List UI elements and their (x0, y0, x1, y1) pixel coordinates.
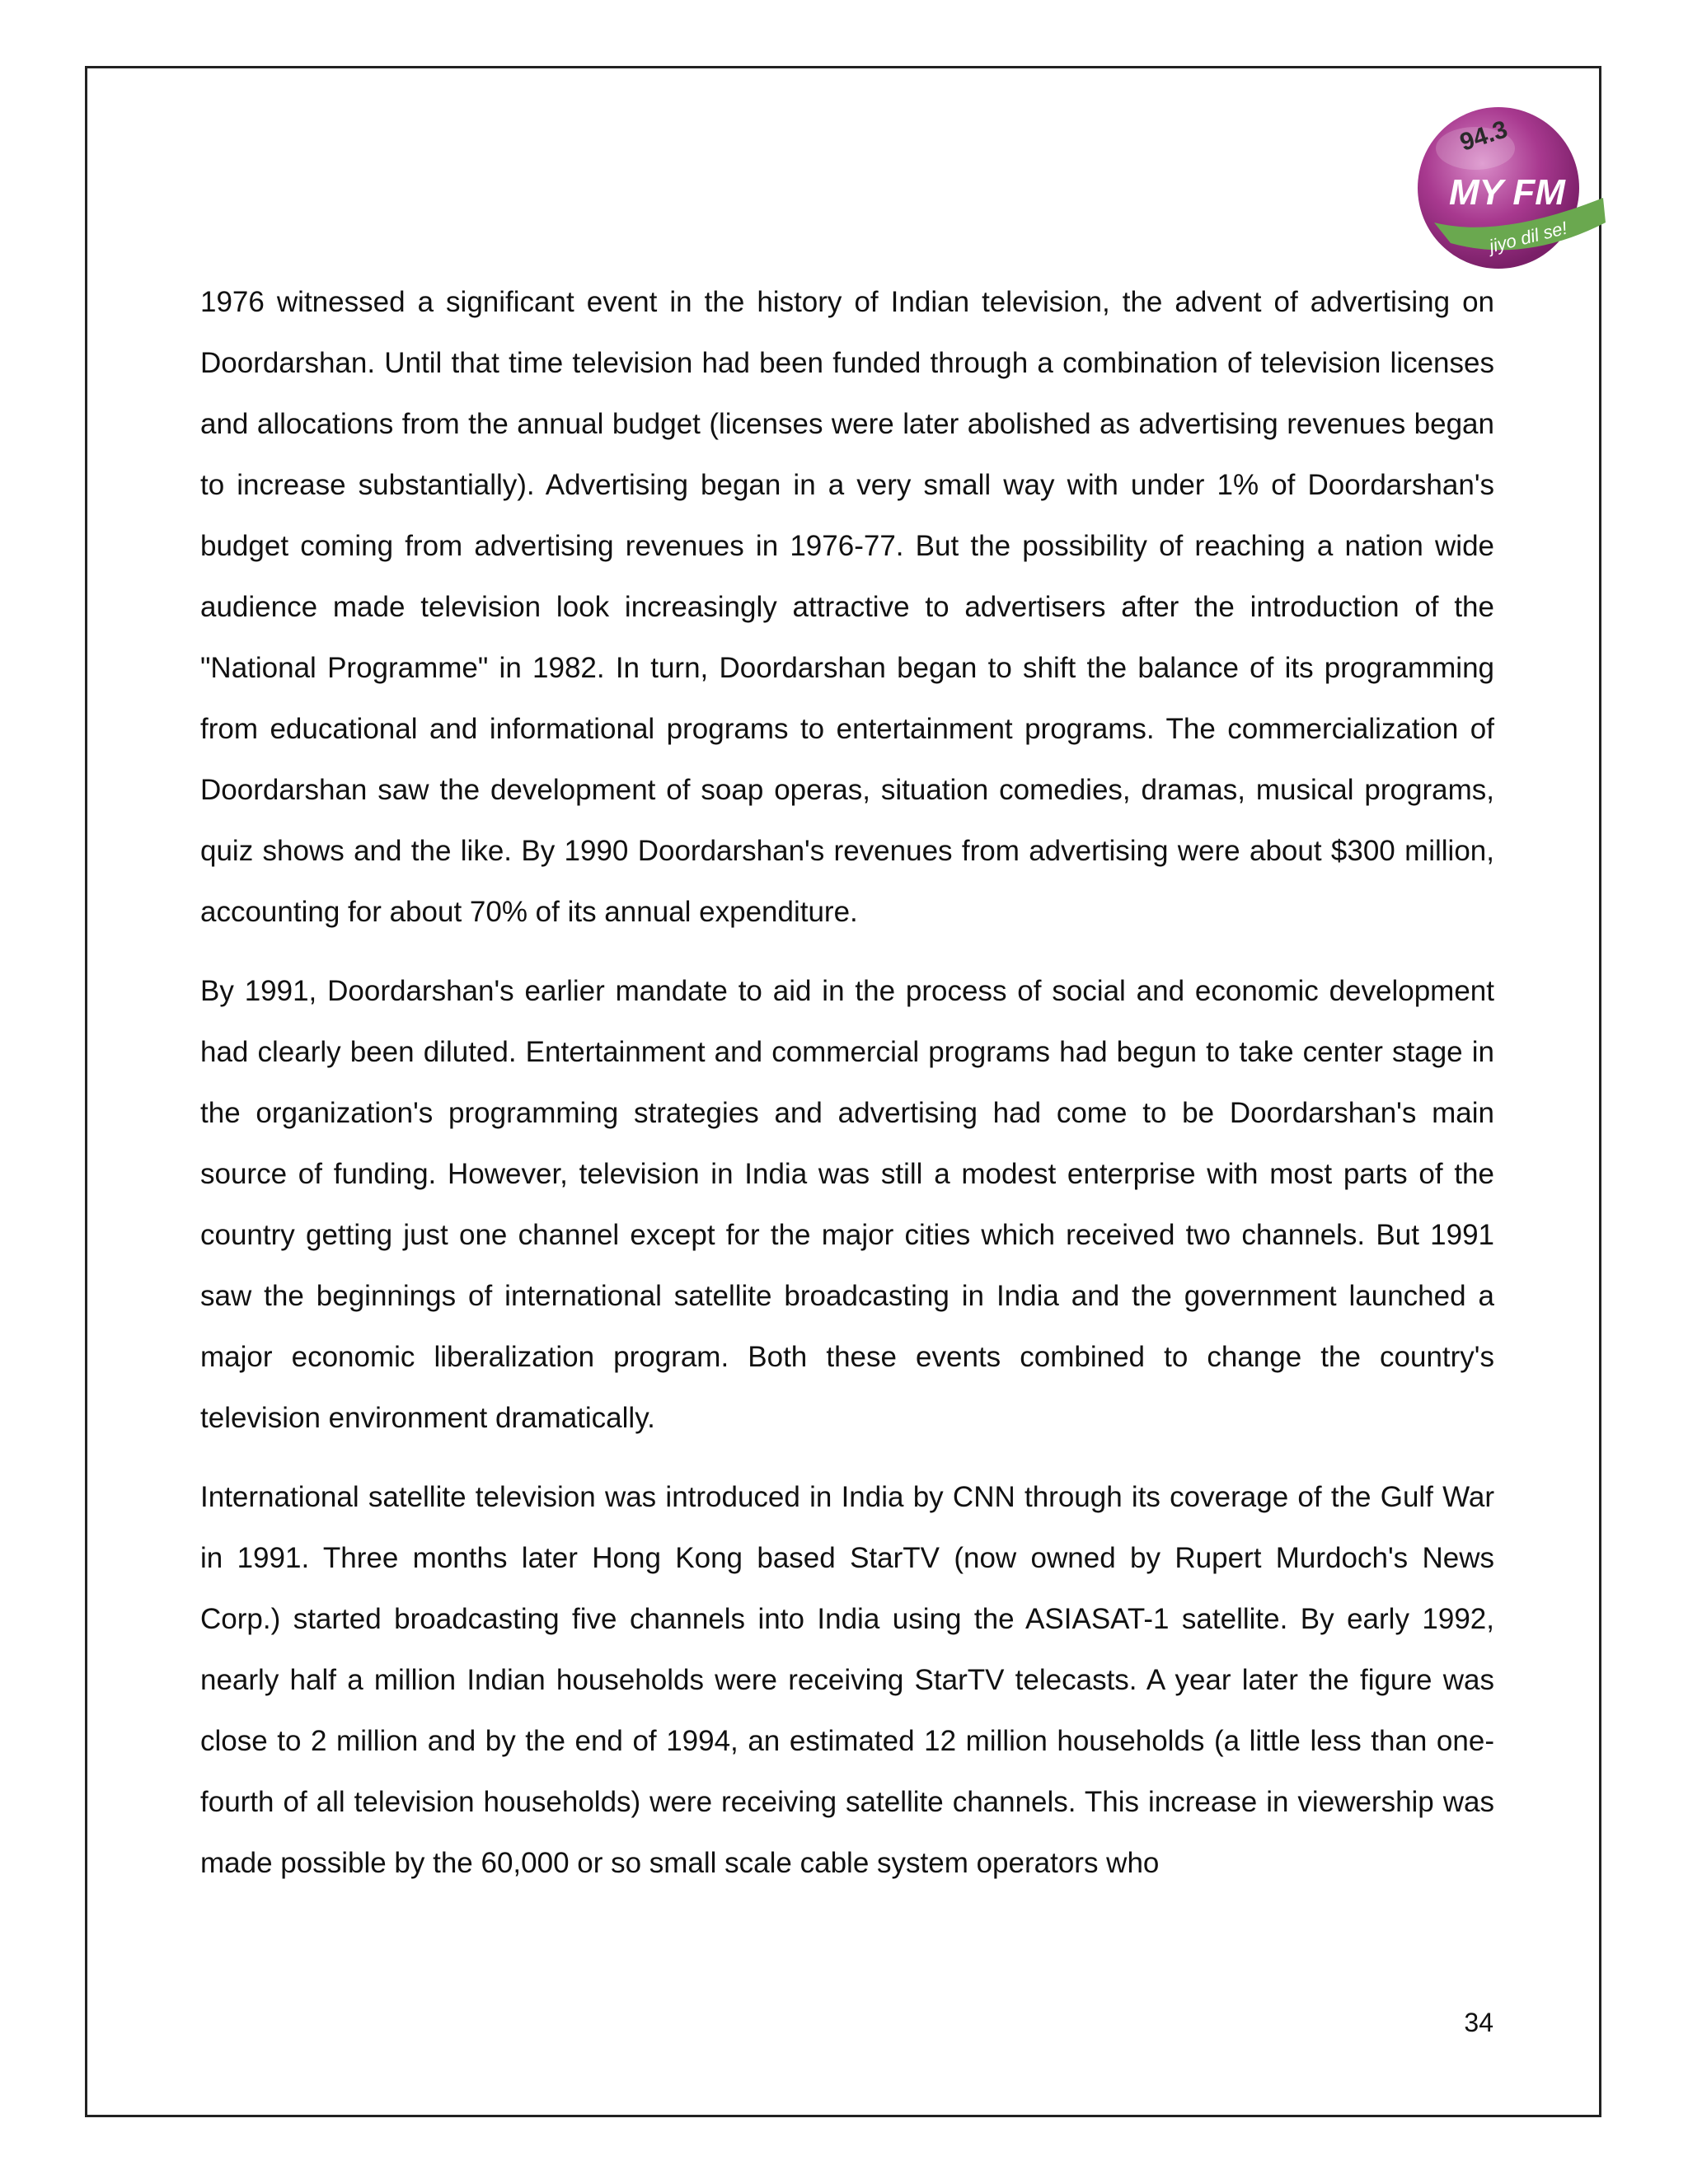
document-body (200, 272, 1494, 1912)
page-number: 34 (1464, 2008, 1493, 2037)
logo-brand: MY FM (1449, 172, 1565, 213)
logo-frequency: 94.3 (1456, 115, 1512, 157)
paragraph-1991-mandate: By 1991, Doordarshan's earlier mandate to aid in the process of social and economic development had clearly been diluted. Entertainment and commercial programs had begun to take center stage in the organization's programming strategies and advertising had come to be Doordarshan's main source of funding. However, television in India was still a modest enterprise with most parts of the country getting just one channel except for the major cities which received two channels. But 1991 saw the beginnings of international satellite broadcasting in India and the government launched a major economic liberalization program. Both these events combined to change the country's television environment dramatically. (200, 975, 1494, 1434)
logo-tagline: jiyo dil se! (1487, 217, 1569, 257)
radio-logo (1401, 99, 1607, 280)
paragraph-advertising-advent: 1976 witnessed a significant event in the history of Indian television, the advent of advertising on Doordarshan. Until that time television had been funded through a combination of television licenses and allocations from the annual budget (licenses were later abolished as advertising revenues began to increase substantially). Advertising began in a very small way with under 1% of Doordarshan's budget coming from advertising revenues in 1976-77. But the possibility of reaching a nation wide audience made television look increasingly attractive to advertisers after the introduction of the "National Programme" in 1982. In turn, Doordarshan began to shift the balance of its programming from educational and informational programs to entertainment programs. The commercialization of Doordarshan saw the development of soap operas, situation comedies, dramas, musical programs, quiz shows and the like. By 1990 Doordarshan's revenues from advertising were about $300 million, accounting for about 70% of its annual expenditure. (200, 286, 1494, 928)
paragraph-satellite-television: International satellite television was introduced in India by CNN through its coverage of the Gulf War in 1991. Three months later Hong Kong based StarTV (now owned by Rupert Murdoch's News Corp.) started broadcasting five channels into India using the ASIASAT-1 satellite. By early 1992, nearly half a million Indian households were receiving StarTV telecasts. A year later the figure was close to 2 million and by the end of 1994, an estimated 12 million households (a little less than one-fourth of all television households) were receiving satellite channels. This increase in viewership was made possible by the 60,000 or so small scale cable system operators who (200, 1481, 1494, 1879)
